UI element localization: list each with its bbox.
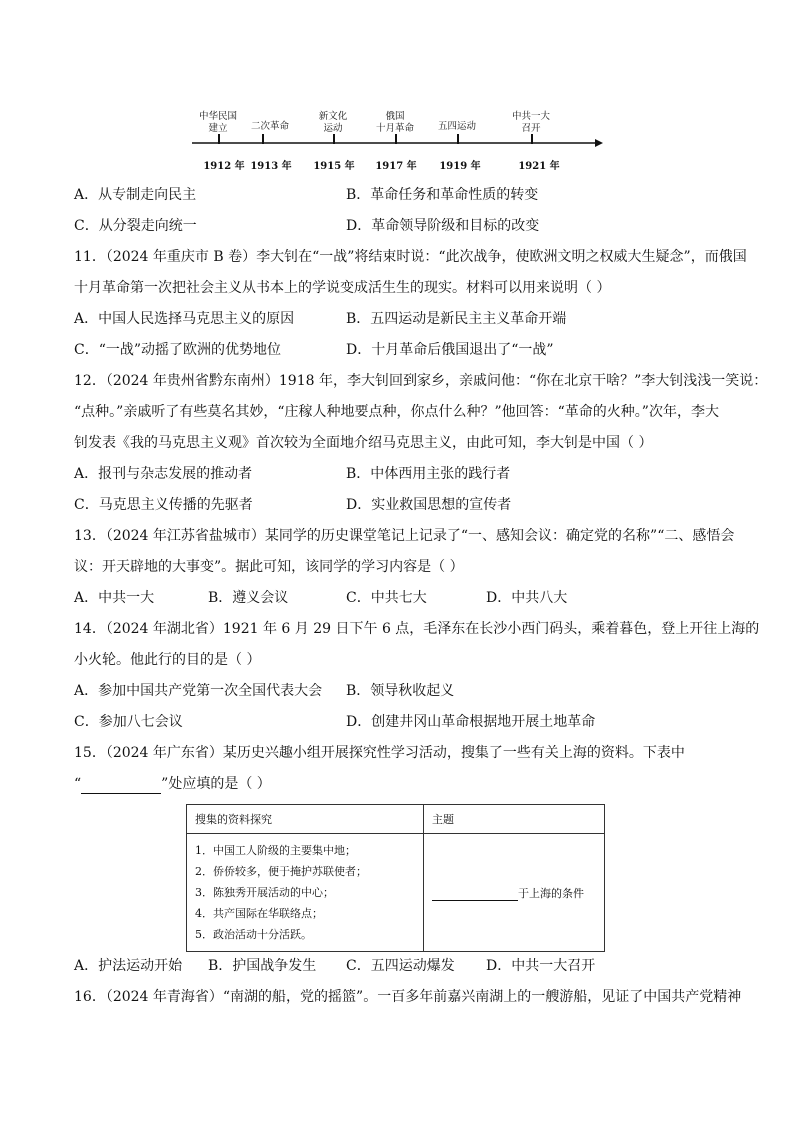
event-label: 五四运动 <box>437 121 477 132</box>
event-year: 1917 年 <box>375 161 417 172</box>
option-c[interactable]: C．中共七大 <box>346 590 427 606</box>
event-label: 中共一大 <box>511 111 551 122</box>
topic-cell <box>424 834 605 952</box>
option-a[interactable]: A．中共一大 <box>74 590 155 606</box>
event-year: 1912 年 <box>203 161 245 172</box>
event-label: 二次革命 <box>250 121 290 132</box>
event-label: 十月革命 <box>375 123 415 134</box>
option-c[interactable]: C．马克思主义传播的先驱者 <box>74 497 253 513</box>
list-item: 5．政治活动十分活跃。 <box>195 928 312 941</box>
question-stem: 11．（2024 年重庆市 B 卷）李大钊在“一战”将结束时说：“此次战争，使欧洲文明之权威大生疑念”，而俄国 <box>74 249 747 265</box>
timeline-axis <box>190 138 605 150</box>
option-c[interactable]: C．从分裂走向统一 <box>74 218 197 234</box>
event-year: 1915 年 <box>313 161 355 172</box>
event-year: 1919 年 <box>439 161 481 172</box>
answer-blank <box>81 779 161 794</box>
option-c[interactable]: C．参加八七会议 <box>74 714 183 730</box>
question-stem: 钊发表《我的马克思主义观》首次较为全面地介绍马克思主义，由此可知，李大钊是中国（ ） <box>74 435 653 451</box>
question-stem: 16．（2024 年青海省）“南湖的船，党的摇篮”。一百多年前嘉兴南湖上的一艘游船，见证了中国共产党精神 <box>74 989 742 1005</box>
timeline-tick <box>457 134 459 144</box>
event-label: 新文化 <box>318 111 348 122</box>
question-stem: 十月革命第一次把社会主义从书本上的学说变成活生生的现实。材料可以用来说明（ ） <box>74 280 611 296</box>
list-item: 2．侨侨较多，便于掩护苏联使者； <box>195 865 367 878</box>
option-b[interactable]: B．护国战争发生 <box>208 958 317 974</box>
question-stem: 小火轮。他此行的目的是（ ） <box>74 652 261 668</box>
option-d[interactable]: D．实业救国思想的宣传者 <box>346 497 512 513</box>
event-year: 1913 年 <box>250 161 292 172</box>
option-b[interactable]: B．五四运动是新民主主义革命开端 <box>346 311 567 327</box>
timeline-tick <box>218 134 220 144</box>
option-d[interactable]: D．中共一大召开 <box>486 958 596 974</box>
table-header-materials: 搜集的资料探究 <box>187 805 424 834</box>
material-table <box>186 804 605 952</box>
option-a[interactable]: A．报刊与杂志发展的推动者 <box>74 466 253 482</box>
question-stem: “点种。”亲戚听了有些莫名其妙，“庄稼人种地要点种，你点什么种？”他回答：“革命的火种。”次年，李大 <box>74 404 719 420</box>
option-b[interactable]: B．遵义会议 <box>208 590 289 606</box>
option-a[interactable]: A．从专制走向民主 <box>74 187 197 203</box>
question-stem <box>74 774 271 794</box>
answer-blank <box>432 886 518 901</box>
option-d[interactable]: D．革命领导阶级和目标的改变 <box>346 218 540 234</box>
event-label: 建立 <box>208 123 228 134</box>
option-b[interactable]: B．中体西用主张的践行者 <box>346 466 511 482</box>
option-d[interactable]: D．中共八大 <box>486 590 568 606</box>
list-item: 1．中国工人阶级的主要集中地； <box>195 844 356 857</box>
option-d[interactable]: D．创建井冈山革命根据地开展土地革命 <box>346 714 596 730</box>
option-a[interactable]: A．护法运动开始 <box>74 958 183 974</box>
stem-text: ”处应填的是（ ） <box>161 776 271 792</box>
event-label: 运动 <box>323 123 343 134</box>
quote-open: “ <box>74 776 82 792</box>
table-header-topic: 主题 <box>424 805 605 834</box>
option-b[interactable]: B．领导秋收起义 <box>346 683 455 699</box>
event-label: 中华民国 <box>198 111 238 122</box>
option-b[interactable]: B．革命任务和革命性质的转变 <box>346 187 539 203</box>
list-item: 3．陈独秀开展活动的中心； <box>195 886 334 899</box>
timeline-tick <box>531 134 533 144</box>
option-a[interactable]: A．中国人民选择马克思主义的原因 <box>74 311 295 327</box>
event-label: 俄国 <box>385 111 405 122</box>
option-d[interactable]: D．十月革命后俄国退出了“一战” <box>346 342 554 358</box>
list-item: 4．共产国际在华联络点； <box>195 907 323 920</box>
material-list <box>187 834 424 952</box>
timeline-tick <box>395 134 397 144</box>
question-stem: 12．（2024 年贵州省黔东南州）1918 年，李大钊回到家乡，亲戚问他：“你在北京干啥？”李大钊浅浅一笑说： <box>74 373 768 389</box>
timeline-tick <box>262 134 264 144</box>
option-c[interactable]: C．“一战”动摇了欧洲的优势地位 <box>74 342 282 358</box>
question-stem: 14．（2024 年湖北省）1921 年 6 月 29 日下午 6 点，毛泽东在长沙小西门码头，乘着暮色，登上开往上海的 <box>74 621 760 637</box>
question-stem: 议：开天辟地的大事变”。据此可知，该同学的学习内容是（ ） <box>74 559 464 575</box>
event-year: 1921 年 <box>518 161 560 172</box>
option-c[interactable]: C．五四运动爆发 <box>346 958 455 974</box>
option-a[interactable]: A．参加中国共产党第一次全国代表大会 <box>74 683 323 699</box>
question-stem: 15．（2024 年广东省）某历史兴趣小组开展探究性学习活动，搜集了一些有关上海的资料。下表中 <box>74 745 685 761</box>
timeline-tick <box>333 134 335 144</box>
event-label: 召开 <box>521 123 541 134</box>
topic-suffix: 于上海的条件 <box>518 886 584 900</box>
question-stem: 13．（2024 年江苏省盐城市）某同学的历史课堂笔记上记录了“一、感知会议：确定党的名称”“二、感悟会 <box>74 528 735 544</box>
